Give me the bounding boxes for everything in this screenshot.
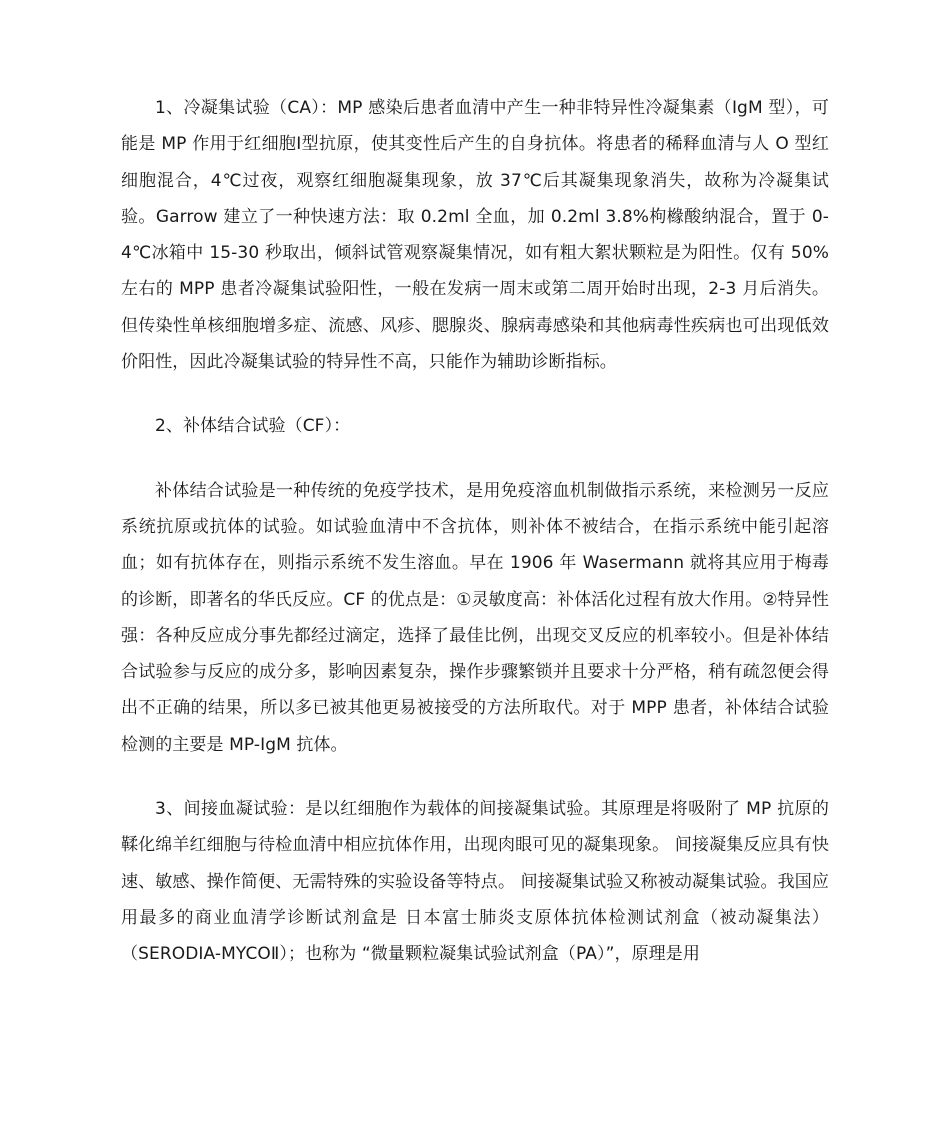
heading-complement-fixation: 2、补体结合试验（CF）： [155, 416, 351, 437]
paragraph-cold-agglutination: 1、冷凝集试验（CA）：MP 感染后患者血清中产生一种非特异性冷凝集素（IgM 型），可能是 MP 作用于红细胞Ⅰ型抗原，使其变性后产生的自身抗体。将患者的稀释血清与人 O 型红细胞混合，4℃过夜，观察红细胞凝集现象，放 37℃后其凝集现象消失，故称为冷凝集试验。Garrow 建立了一种快速方法：取 0.2ml 全血，加 0.2ml 3.8%枸橼酸纳混合，置于 0-4℃冰箱中 15-30 秒取出，倾斜试管观察凝集情况，如有粗大絮状颗粒是为阳性。仅有 50%左右的 MPP 患者冷凝集试验阳性，一般在发病一周末或第二周开始时出现，2-3 月后消失。但传染性单核细胞增多症、流感、风疹、腮腺炎、腺病毒感染和其他病毒性疾病也可出现低效价阳性，因此冷凝集试验的特异性不高，只能作为辅助诊断指标。 [121, 98, 829, 373]
document-page [121, 90, 829, 973]
paragraph-complement-fixation: 补体结合试验是一种传统的免疫学技术，是用免疫溶血机制做指示系统，来检测另一反应系统抗原或抗体的试验。如试验血清中不含抗体，则补体不被结合，在指示系统中能引起溶血；如有抗体存在，则指示系统不发生溶血。早在 1906 年 Wasermann 就将其应用于梅毒的诊断，即著名的华氏反应。CF 的优点是：①灵敏度高：补体活化过程有放大作用。②特异性强：各种反应成分事先都经过滴定，选择了最佳比例，出现交叉反应的机率较小。但是补体结合试验参与反应的成分多，影响因素复杂，操作步骤繁锁并且要求十分严格，稍有疏忽便会得出不正确的结果，所以多已被其他更易被接受的方法所取代。对于 MPP 患者，补体结合试验检测的主要是 MP-IgM 抗体。 [121, 480, 829, 755]
paragraph-indirect-hemagglutination: 3、间接血凝试验：是以红细胞作为载体的间接凝集试验。其原理是将吸附了 MP 抗原的鞣化绵羊红细胞与待检血清中相应抗体作用，出现肉眼可见的凝集现象。 间接凝集反应具有快速、敏感、操作简便、无需特殊的实验设备等特点。 间接凝集试验又称被动凝集试验。我国应用最多的商业血清学诊断试剂盒是 日本富士肺炎支原体抗体检测试剂盒（被动凝集法）（SERODIA-MYCOⅡ）；也称为 “微量颗粒凝集试验试剂盒（PA）”，原理是用 [121, 799, 829, 965]
